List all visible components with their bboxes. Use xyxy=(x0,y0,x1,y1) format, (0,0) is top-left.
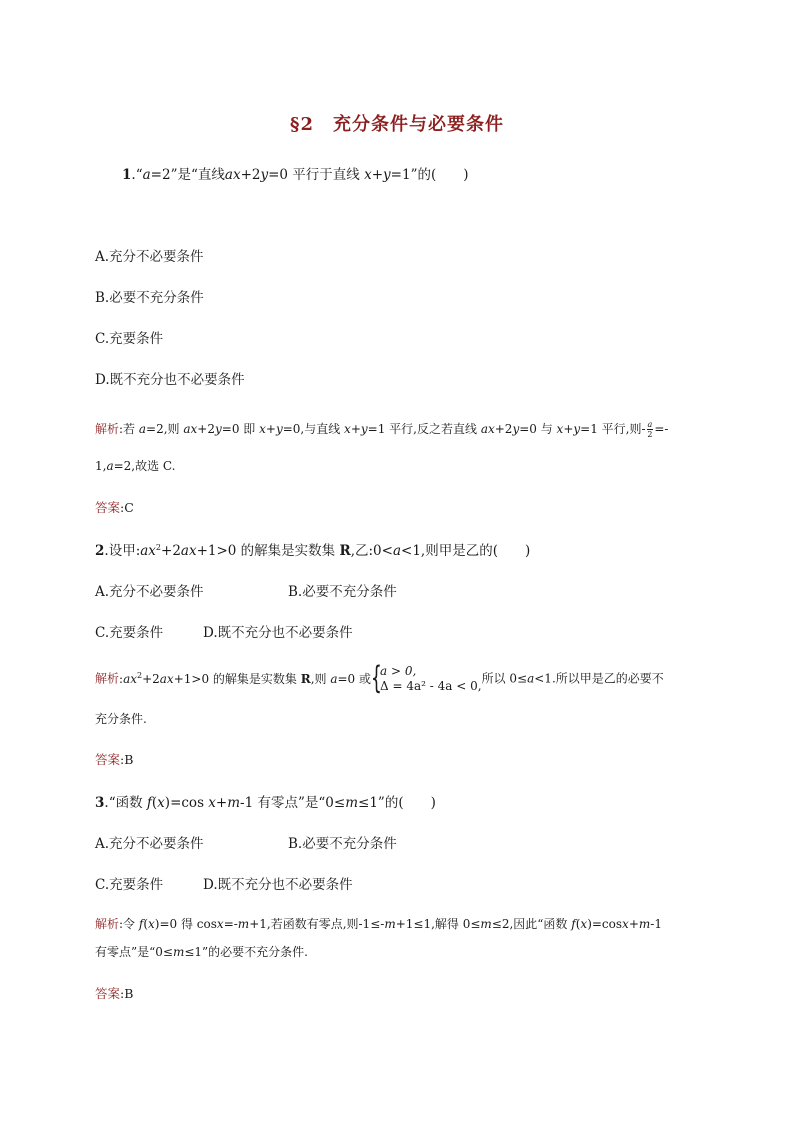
question-2-answer: 答案:B xyxy=(95,752,134,767)
solution-label: 解析 xyxy=(95,671,120,686)
question-2-option-a: A.充分不必要条件 xyxy=(95,584,204,600)
question-2-stem-text: .设甲$:ax^2+2ax+1>0$ 的解集是实数集 R,乙:0<a<1,则甲是乙的( ) xyxy=(104,543,531,559)
fraction-a-over-2: $\frac{a}{2}$ xyxy=(647,420,653,439)
answer-label: 答案 xyxy=(95,500,121,515)
question-3-option-c: C.充要条件 xyxy=(95,877,164,893)
question-2-number: 2 xyxy=(95,543,105,559)
question-3-option-b: B.必要不充分条件 xyxy=(288,836,397,852)
question-1-number: 1 xyxy=(122,167,132,183)
answer-label: 答案 xyxy=(95,752,121,767)
question-2-option-b: B.必要不充分条件 xyxy=(288,584,397,600)
answer-label: 答案 xyxy=(95,986,121,1001)
question-1-answer: 答案:C xyxy=(95,500,134,515)
question-1-option-a: A.充分不必要条件 xyxy=(95,249,204,265)
inequality-system: { a > 0, Δ = 4a² - 4a < 0, xyxy=(371,660,482,696)
question-3-solution-line-1: 解析:令 f(x)=0 得 cosx=-m+1,若函数有零点,则-1≤-m+1≤1,解得 0≤m≤2,因此“函数 f(x)=cosx+m-1 xyxy=(95,917,662,931)
question-3-answer: 答案:B xyxy=(95,986,134,1001)
question-3-stem xyxy=(95,791,436,811)
question-1-option-b: B.必要不充分条件 xyxy=(95,290,204,306)
solution-label: 解析 xyxy=(95,917,120,931)
question-3-number: 3 xyxy=(95,795,105,811)
question-2-stem xyxy=(95,539,530,559)
question-1-stem: 1.“a=2”是“直线ax+2y=0 平行于直线 x+y=1”的( ) xyxy=(122,167,469,183)
question-3-stem-text: .“函数 f(x)=cos x+m-1 有零点”是“0≤m≤1”的( ) xyxy=(104,795,436,811)
question-1-stem-text: a=2”是“直线ax+2y=0 平行于直线 x+y=1”的( ) xyxy=(142,167,469,183)
section-title: §2 充分条件与必要条件 xyxy=(290,114,504,135)
question-3-option-a: A.充分不必要条件 xyxy=(95,836,204,852)
left-brace-icon: { xyxy=(371,660,382,696)
question-1-solution-line-1: 解析:若 a=2,则 ax+2y=0 即 x+y=0,与直线 x+y=1 平行,反之若直线 ax+2y=0 与 x+y=1 平行,则- $\frac{a}{2}$ =- xyxy=(95,420,669,439)
solution-label: 解析 xyxy=(95,422,120,436)
question-3-option-d: D.既不充分也不必要条件 xyxy=(203,877,353,893)
question-2-solution-line-2: 充分条件. xyxy=(95,712,147,726)
question-1-option-d: D.既不充分也不必要条件 xyxy=(95,372,245,388)
question-1-option-c: C.充要条件 xyxy=(95,331,164,347)
question-1-solution-line-2: 1,a=2,故选 C. xyxy=(95,459,176,473)
question-2-solution-line-1: 解析$:ax^2+2ax+1>0$ 的解集是实数集 R,则 a=0 或 { a > 0, Δ = 4a² - 4a < 0, 所以 0≤a<1.所以甲是乙的必要不 xyxy=(95,660,664,696)
question-2-option-d: D.既不充分也不必要条件 xyxy=(203,625,353,641)
question-2-option-c: C.充要条件 xyxy=(95,625,164,641)
question-3-solution-line-2: 有零点”是“0≤m≤1”的必要不充分条件. xyxy=(95,945,308,959)
